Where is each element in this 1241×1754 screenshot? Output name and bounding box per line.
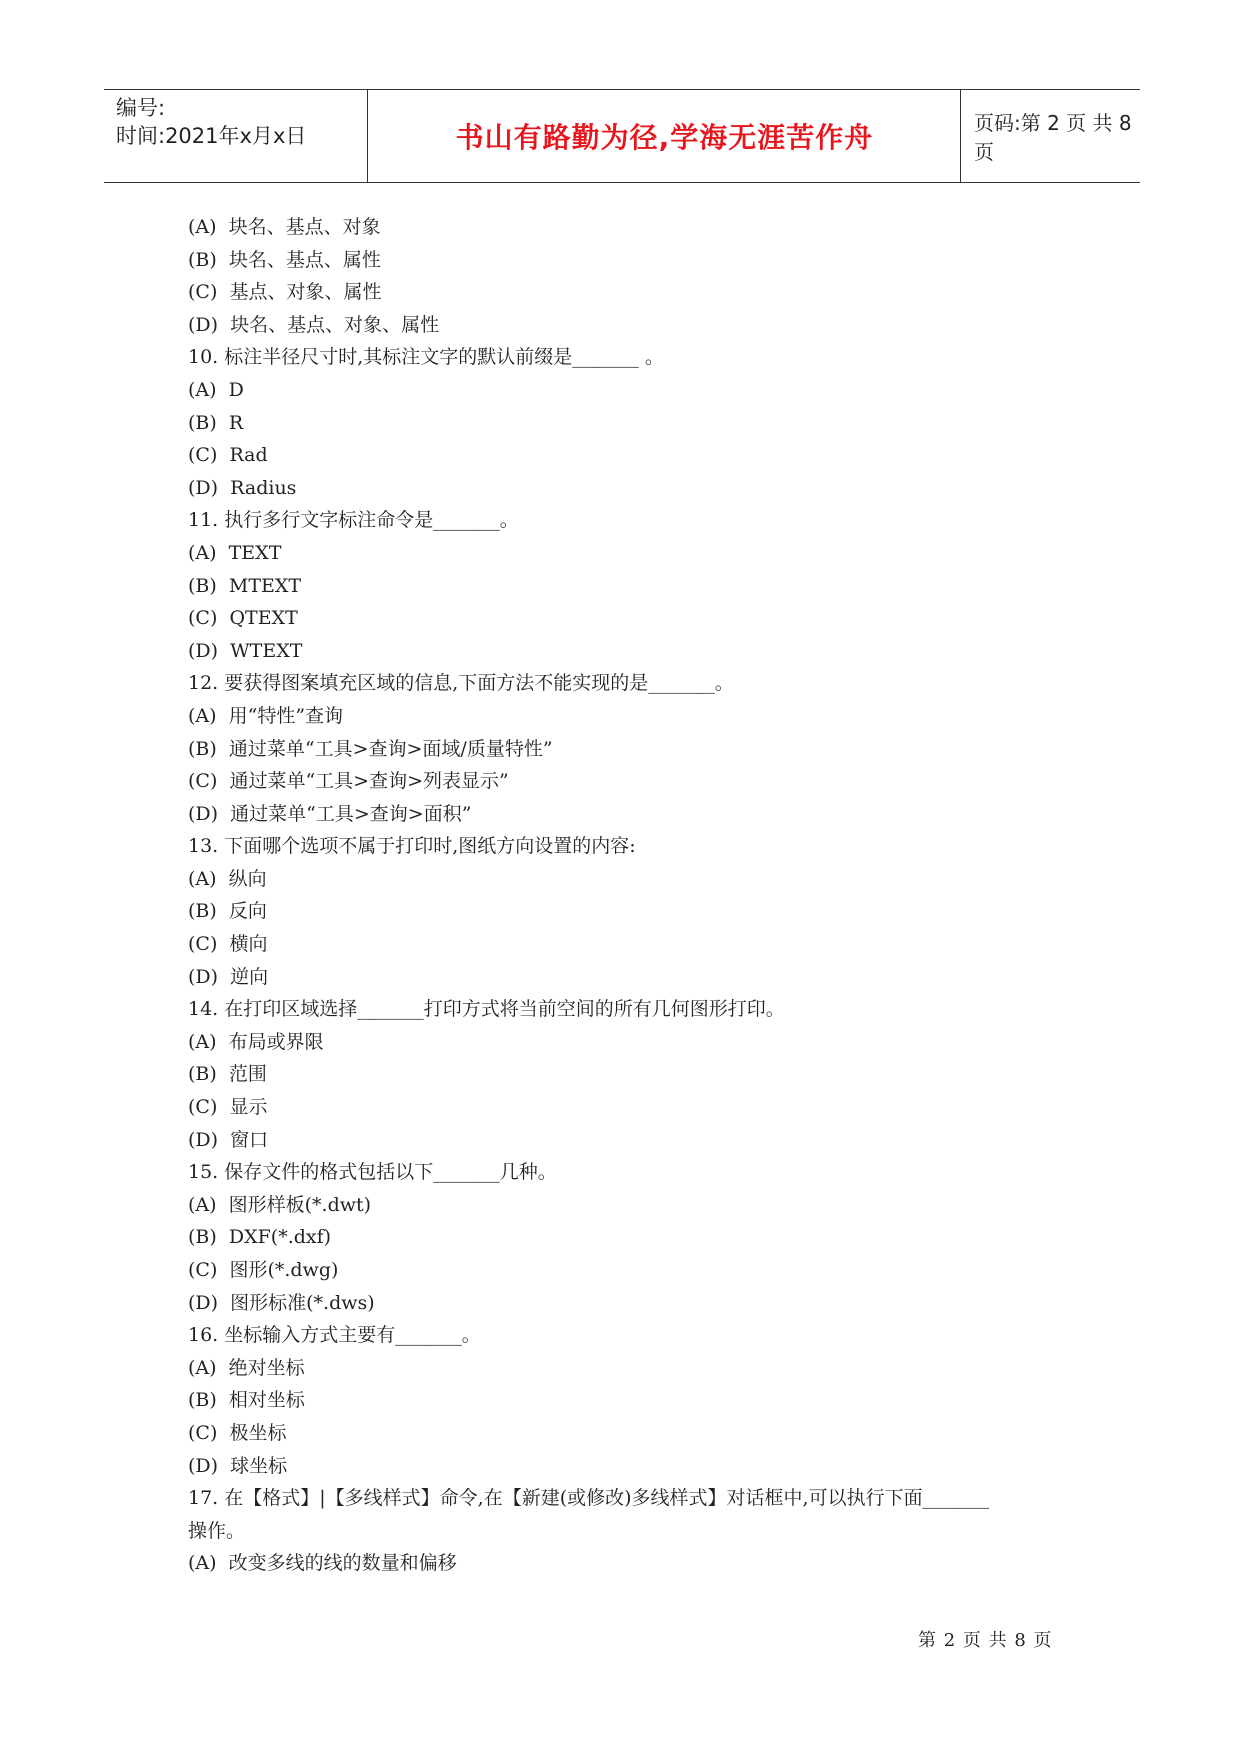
text-line: (A) 块名、基点、对象	[188, 216, 381, 238]
text-line: (A) 纵向	[188, 867, 267, 890]
text-line: (A) 绝对坐标	[188, 1356, 305, 1379]
text-line: (D) 块名、基点、对象、属性	[188, 313, 440, 336]
text-line: (B) 范围	[188, 1063, 267, 1086]
text-line: (D) 通过菜单“工具>查询>面积”	[188, 802, 472, 825]
text-line: (B) R	[188, 411, 244, 434]
text-line: (B) 相对坐标	[188, 1389, 305, 1412]
motto-text: 书山有路勤为径,学海无涯苦作舟	[455, 121, 874, 154]
header-page-info-cell	[962, 90, 1152, 182]
text-line: (B) MTEXT	[188, 574, 302, 597]
text-line: (A) 布局或界限	[188, 1030, 324, 1053]
question-17-line2: 操作。	[188, 1519, 246, 1542]
text-line: (C) 图形(*.dwg)	[188, 1259, 339, 1281]
text-line: (C) 通过菜单“工具>查询>列表显示”	[188, 770, 509, 793]
question-13: 13. 下面哪个选项不属于打印时,图纸方向设置的内容:	[188, 835, 636, 858]
time-label: 时间:2021年x月x日	[116, 124, 307, 148]
header-motto-cell	[369, 90, 961, 182]
text-line: (C) Rad	[188, 444, 268, 467]
number-label: 编号:	[116, 96, 166, 120]
text-line: (A) 改变多线的线的数量和偏移	[188, 1552, 457, 1575]
question-17-line1: 17. 在【格式】|【多线样式】命令,在【新建(或修改)多线样式】对话框中,可以执行下面_______	[188, 1487, 990, 1510]
text-line: (D) 逆向	[188, 965, 269, 988]
text-line: (C) 基点、对象、属性	[188, 281, 382, 304]
page-footer: 第 2 页 共 8 页	[918, 1630, 1053, 1651]
text-line: (B) DXF(*.dxf)	[188, 1226, 332, 1249]
text-line: (B) 反向	[188, 900, 267, 923]
text-line: (C) 横向	[188, 933, 268, 956]
page-header	[104, 89, 1140, 183]
question-11: 11. 执行多行文字标注命令是_______。	[188, 509, 519, 532]
text-line: (B) 通过菜单“工具>查询>面域/质量特性”	[188, 737, 553, 760]
question-15: 15. 保存文件的格式包括以下_______几种。	[188, 1161, 557, 1184]
text-line: (C) 显示	[188, 1096, 268, 1119]
question-12: 12. 要获得图案填充区域的信息,下面方法不能实现的是_______。	[188, 672, 734, 695]
text-line: (D) 图形标准(*.dws)	[188, 1291, 375, 1314]
text-line: (C) 极坐标	[188, 1421, 287, 1444]
text-line: (D) WTEXT	[188, 639, 303, 662]
question-16: 16. 坐标输入方式主要有_______。	[188, 1324, 481, 1347]
text-line: (A) 图形样板(*.dwt)	[188, 1193, 372, 1216]
text-line: (A) 用“特性”查询	[188, 704, 344, 727]
question-10: 10. 标注半径尺寸时,其标注文字的默认前缀是_______ 。	[188, 346, 664, 369]
question-14: 14. 在打印区域选择_______打印方式将当前空间的所有几何图形打印。	[188, 998, 785, 1021]
document-body	[188, 211, 1068, 1580]
text-line: (D) 球坐标	[188, 1454, 288, 1477]
text-line: (A) D	[188, 378, 244, 401]
text-line: (A) TEXT	[188, 541, 282, 564]
text-line: (C) QTEXT	[188, 607, 298, 630]
page-info: 页码:第 2 页 共 8 页	[974, 111, 1132, 164]
text-line: (D) 窗口	[188, 1128, 269, 1151]
header-left-cell	[104, 90, 368, 182]
text-line: (B) 块名、基点、属性	[188, 248, 381, 271]
text-line: (D) Radius	[188, 476, 297, 499]
